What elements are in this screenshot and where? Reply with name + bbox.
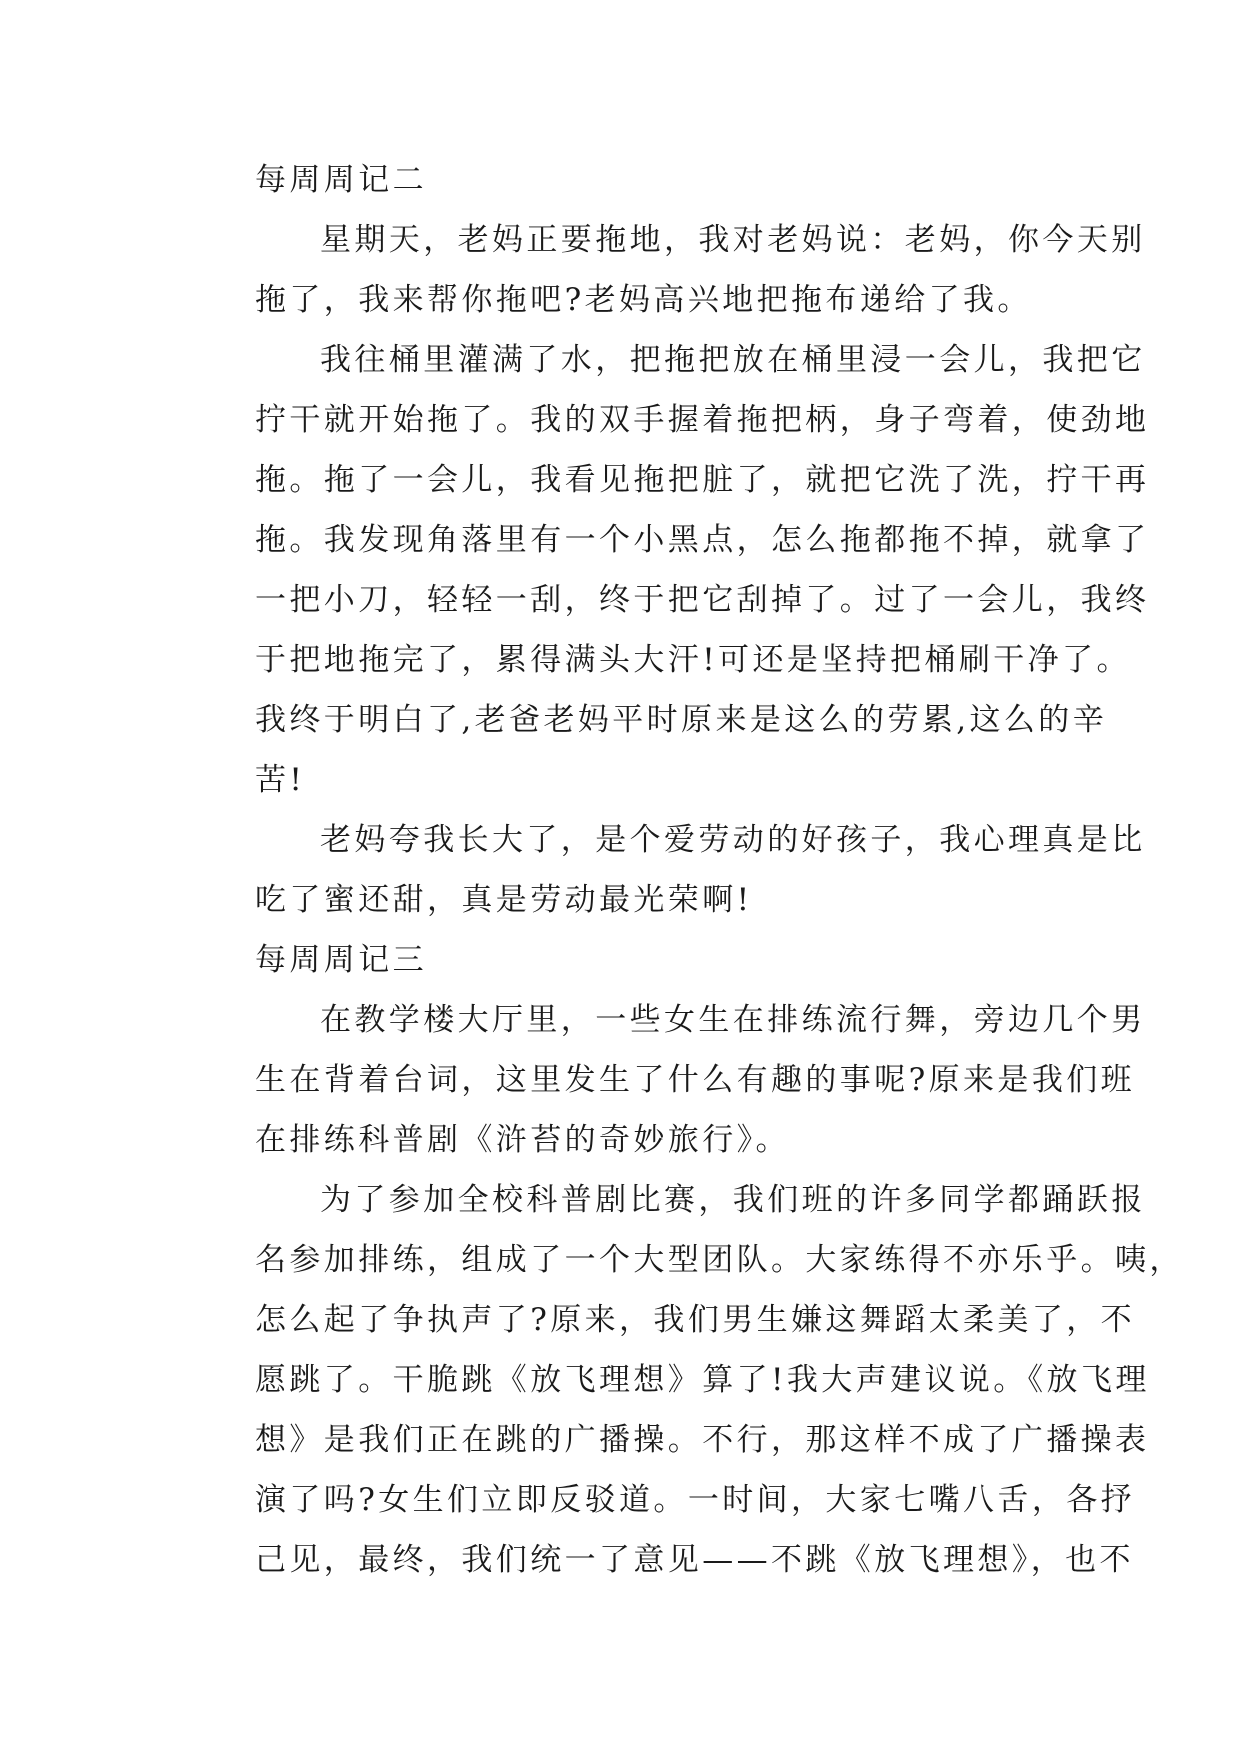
paragraph-1 <box>190 210 1146 330</box>
text-line: 己见，最终，我们统一了意见——不跳《放飞理想》，也不 <box>255 1542 1134 1578</box>
text-line: 吃了蜜还甜，真是劳动最光荣啊! <box>255 882 753 918</box>
text-line: 拖。我发现角落里有一个小黑点，怎么拖都拖不掉，就拿了 <box>255 522 1150 558</box>
text-line: 生在背着台词，这里发生了什么有趣的事呢?原来是我们班 <box>255 1062 1136 1098</box>
text-line: 名参加排练，组成了一个大型团队。大家练得不亦乐乎。咦， <box>255 1242 1184 1278</box>
text-line: 苦! <box>255 762 306 798</box>
paragraph-2 <box>190 330 1150 810</box>
text-line: 演了吗?女生们立即反驳道。一时间，大家七嘴八舌，各抒 <box>255 1482 1136 1518</box>
text-line: 拖。拖了一会儿，我看见拖把脏了，就把它洗了洗，拧干再 <box>255 462 1150 498</box>
text-line: 一把小刀，轻轻一刮，终于把它刮掉了。过了一会儿，我终 <box>255 582 1150 618</box>
paragraph-4 <box>190 990 1146 1170</box>
text-line: 拧干就开始拖了。我的双手握着拖把柄，身子弯着，使劲地 <box>255 402 1150 438</box>
text-line: 在排练科普剧《浒苔的奇妙旅行》。 <box>255 1122 790 1158</box>
section-heading-1: 每周周记二 <box>255 162 427 198</box>
text-line: 愿跳了。干脆跳《放飞理想》算了!我大声建议说。《放飞理 <box>255 1362 1150 1398</box>
text-line: 我往桶里灌满了水，把拖把放在桶里浸一会儿，我把它 <box>320 342 1146 378</box>
text-line: 怎么起了争执声了?原来，我们男生嫌这舞蹈太柔美了，不 <box>255 1302 1136 1338</box>
text-line: 拖了，我来帮你拖吧?老妈高兴地把拖布递给了我。 <box>255 282 1032 318</box>
text-line: 在教学楼大厅里，一些女生在排练流行舞，旁边几个男 <box>320 1002 1146 1038</box>
paragraph-5 <box>190 1170 1184 1590</box>
text-line: 于把地拖完了，累得满头大汗!可还是坚持把桶刷干净了。 <box>255 642 1131 678</box>
text-line: 星期天，老妈正要拖地，我对老妈说：老妈，你今天别 <box>320 222 1146 258</box>
text-line: 想》是我们正在跳的广播操。不行，那这样不成了广播操表 <box>255 1422 1150 1458</box>
section-heading-2: 每周周记三 <box>255 942 427 978</box>
document-body <box>190 150 1184 1590</box>
text-line: 老妈夸我长大了，是个爱劳动的好孩子，我心理真是比 <box>320 822 1146 858</box>
paragraph-3 <box>190 810 1146 930</box>
text-line: 我终于明白了,老爸老妈平时原来是这么的劳累,这么的辛 <box>255 702 1108 738</box>
text-line: 为了参加全校科普剧比赛，我们班的许多同学都踊跃报 <box>320 1182 1146 1218</box>
